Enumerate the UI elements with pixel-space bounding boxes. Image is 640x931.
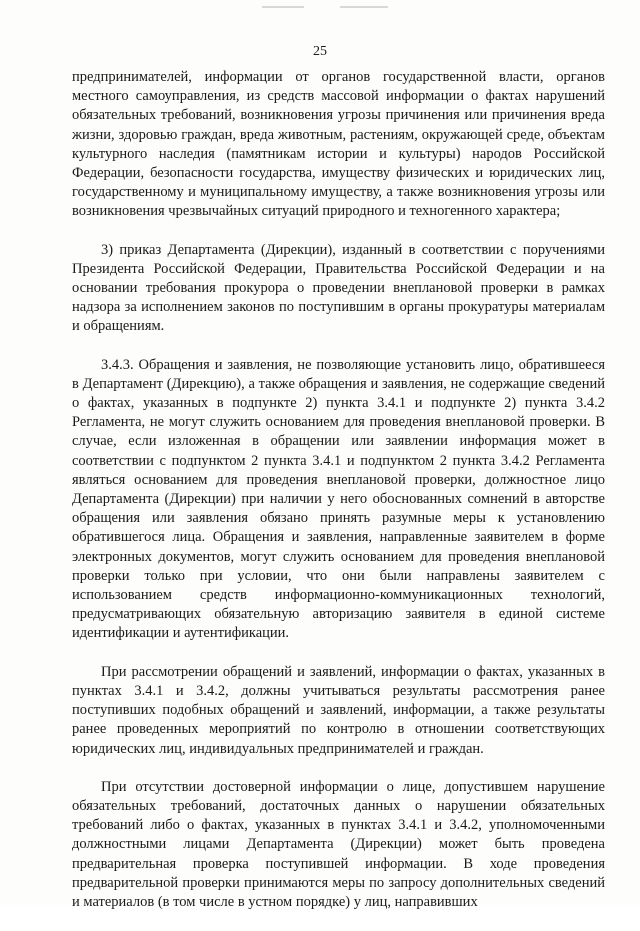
scan-artifact [340,6,388,8]
scan-artifact [262,6,304,8]
paragraph-continuation: предпринимателей, информации от органов государственной власти, органов местного самоуправления, из средств массовой информации о фактах нарушений обязательных требований, возникновения угрозы причинения или причинения вреда жизни, здоровью граждан, вреда животным, растениям, окружающей среде, объектам культурного наследия (памятникам истории и культуры) народов Российской Федерации, безопасности государства, имуществу физических и юридических лиц, государственному и муниципальному имуществу, а также возникновения угрозы или возникновения чрезвычайных ситуаций природного и техногенного характера; [72,69,605,220]
document-body [72,68,605,931]
paragraph-item-3: 3) приказ Департамента (Дирекции), изданный в соответствии с поручениями Президента Российской Федерации, Правительства Российской Федерации и на основании требования прокурора о проведении внеплановой проверки в рамках надзора за исполнением законов по поступившим в органы прокуратуры материалам и обращениям. [72,241,605,335]
paragraph-preliminary-check: При отсутствии достоверной информации о лице, допустившем нарушение обязательных требований, достаточных данных о нарушении обязательных требований либо о фактах, указанных в пунктах 3.4.1 и 3.4.2, уполномоченными должностными лицами Департамента (Дирекции) может быть проведена предварительная проверка поступившей информации. В ходе проведения предварительной проверки принимаются меры по запросу дополнительных сведений и материалов (в том числе в устном порядке) у лиц, направивших [72,778,605,910]
page-number: 25 [313,44,327,59]
paragraph-consideration: При рассмотрении обращений и заявлений, информации о фактах, указанных в пунктах 3.4.1 и 3.4.2, должны учитываться результаты рассмотрения ранее поступивших подобных обращений и заявлений, информации, а также результаты ранее проведенных мероприятий по контролю в отношении соответствующих юридических лиц, индивидуальных предпринимателей и граждан. [72,663,605,757]
paragraph-section-3-4-3: 3.4.3. Обращения и заявления, не позволяющие установить лицо, обратившееся в Департамент (Дирекцию), а также обращения и заявления, не содержащие сведений о фактах, указанных в подпункте 2) пункта 3.4.1 и подпункте 2) пункта 3.4.2 Регламента, не могут служить основанием для проведения внеплановой проверки. В случае, если изложенная в обращении или заявлении информация может в соответствии с подпунктом 2 пункта 3.4.1 и подпунктом 2 пункта 3.4.2 Регламента являться основанием для проведения внеплановой проверки, должностное лицо Департамента (Дирекции) при наличии у него обоснованных сомнений в авторстве обращения или заявления обязано принять разумные меры к установлению обратившегося лица. Обращения и заявления, направленные заявителем в форме электронных документов, могут служить основанием для проведения внеплановой проверки только при условии, что они были направлены заявителем с использованием средств информационно-коммуникационных технологий, предусматривающих обязательную авторизацию заявителя в единой системе идентификации и аутентификации. [72,356,605,642]
